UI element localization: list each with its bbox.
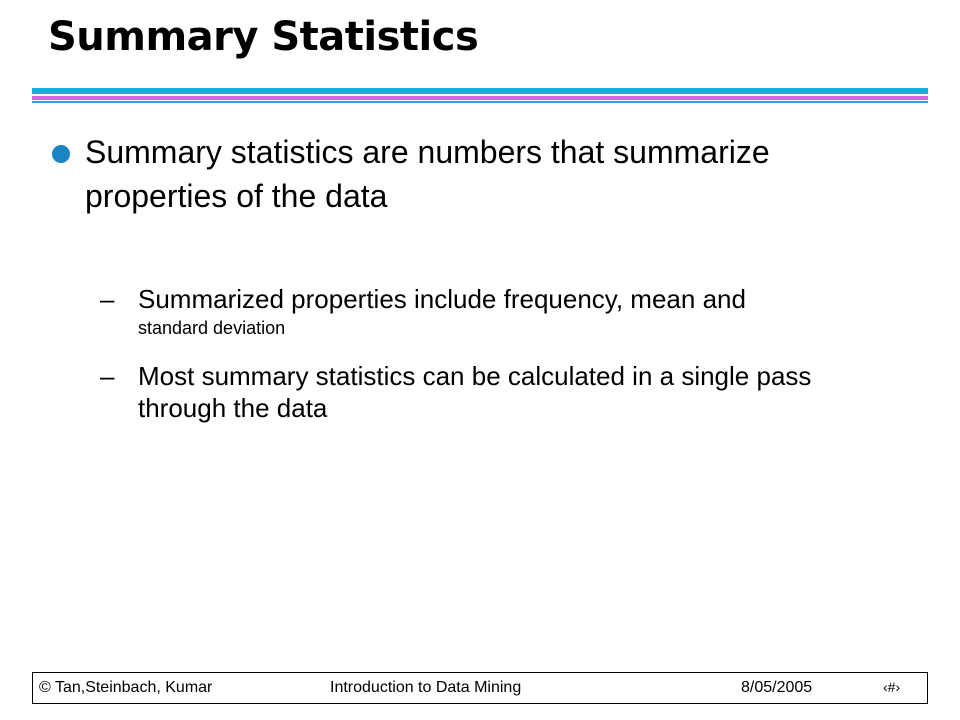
title-underline-middle bbox=[32, 96, 928, 100]
sub-bullet-text: Most summary statistics can be calculated in a single pass through the data bbox=[138, 361, 812, 423]
footer-course-title: Introduction to Data Mining bbox=[330, 679, 522, 696]
main-bullet-text: Summary statistics are numbers that summarize properties of the data bbox=[85, 134, 770, 214]
sub-bullet-line: Summarized properties include frequency, mean and bbox=[138, 284, 746, 314]
footer-date: 8/05/2005 bbox=[741, 679, 813, 696]
slide-footer bbox=[32, 672, 928, 704]
title-underline-top bbox=[32, 88, 928, 94]
footer-page-number: ‹#› bbox=[883, 679, 901, 695]
dash-icon: – bbox=[100, 361, 115, 391]
bullet-dot-icon bbox=[52, 145, 70, 163]
dash-icon: – bbox=[100, 284, 115, 314]
sub-bullet-text bbox=[138, 283, 890, 341]
sub-bullet-small-line: standard deviation bbox=[138, 318, 286, 338]
title-underline-bottom bbox=[32, 101, 928, 103]
footer-copyright: © Tan,Steinbach, Kumar bbox=[39, 679, 213, 696]
slide-title: Summary Statistics bbox=[48, 14, 479, 60]
